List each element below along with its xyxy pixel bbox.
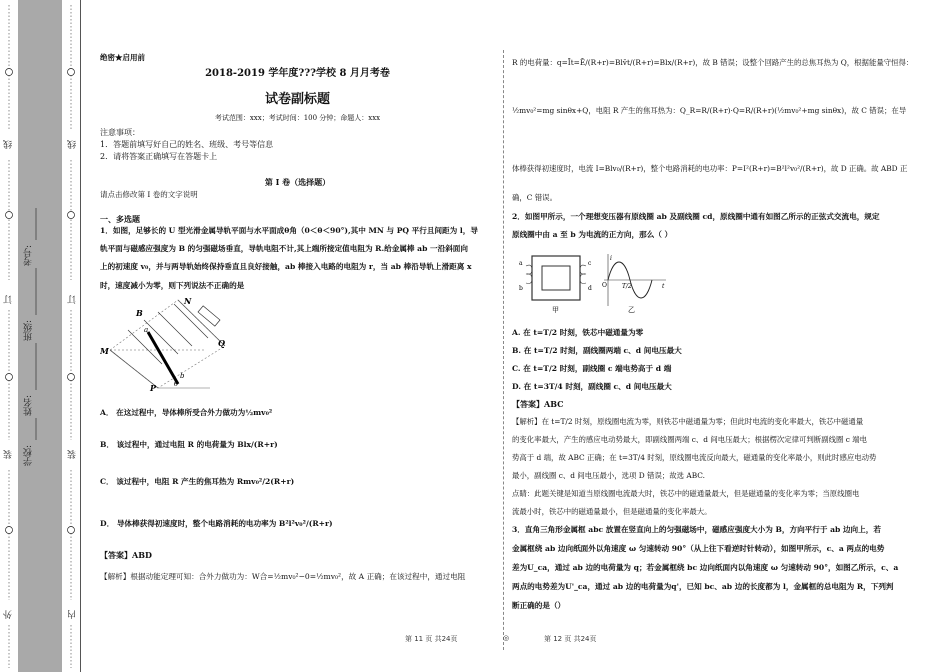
fig-label-b-end: b	[180, 372, 185, 380]
left-page	[100, 0, 495, 672]
q2-option-b: B. 在 t=T/2 时刻，副线圈两端 c、d 间电压最大	[512, 346, 682, 355]
fig-label-o: O	[602, 282, 607, 289]
q1-analysis-cont: 体棒获得初速度时，电流 I=Blv₀/(R+r)，整个电路消耗的电功率：P=I²(R+r)=B²l²v₀²/(R+r)，故 D 正确。故 ABD 正	[512, 164, 908, 173]
q2-option-a: A. 在 t=T/2 时刻，铁芯中磁通量为零	[512, 328, 644, 337]
inner-label-xian: 线	[68, 140, 78, 149]
q3-stem-line: 金属框绕 ab 边向纸面外以角速度 ω 匀速转动 90°（从上往下看逆时针转动），如图甲所示，c、a 两点的电势	[512, 544, 885, 553]
q3-stem-line: 3．直角三角形金属框 abc 放置在竖直向上的匀强磁场中，磁感应强度大小为 B，方向平行于 ab 边向上，若	[512, 525, 881, 534]
q1-option-b: B． 该过程中，通过电阻 R 的电荷量为 Blx/(R+r)	[100, 440, 278, 449]
q1-stem-line: 轨平面与磁感应强度为 B 的匀强磁场垂直，导轨电阻不计,其上端所接定值电阻为 R.给金属棒 ab 一沿斜面向	[100, 244, 468, 253]
field-class: 班级:	[24, 320, 34, 342]
fig-label-b: b	[519, 285, 523, 292]
fig-label-t: t	[662, 283, 665, 290]
q1-incline-figure	[100, 298, 230, 396]
exam-title: 2018-2019 学年度???学校 8 月月考卷	[205, 68, 390, 79]
page-number-right: 第 12 页 共24页	[544, 635, 597, 643]
q3-stem-line: 差为U_ca，通过 ab 边的电荷量为 q；若金属框绕 bc 边向纸面内以角速度 ω 匀速转动 90°，如图乙所示，c、a	[512, 563, 899, 572]
fig-label-yi: 乙	[628, 306, 635, 314]
field-school: 学校:	[24, 445, 34, 467]
fig-label-a-end: a	[144, 326, 149, 334]
binding-strip-line	[80, 0, 81, 672]
notes-item: 2．请将答案正确填写在答题卡上	[100, 152, 218, 161]
fig-label-n: N	[184, 298, 192, 306]
fig-label-i: i	[610, 255, 612, 262]
q1-option-d: D． 导体棒获得初速度时，整个电路消耗的电功率为 B²l²v₀²/(R+r)	[100, 519, 333, 528]
q1-analysis-cont: 确，C 错误。	[512, 193, 557, 202]
q2-analysis-line: 流最小时，铁芯中的磁通量最小，但是磁通量的变化率最大。	[512, 507, 712, 516]
inner-label-nei: 内	[68, 610, 78, 619]
fig-label-t-half: T/2	[622, 283, 632, 290]
column-divider	[503, 50, 504, 650]
secret-label: 绝密★启用前	[100, 53, 145, 62]
q2-analysis-line: 的变化率最大，产生的感应电动势最大，即副线圈两端 c、d 间电压最大；根据楞次定律可判断副线圈 c 端电	[512, 435, 867, 444]
outer-label-xian: 线	[4, 140, 14, 149]
q2-option-c: C. 在 t=T/2 时刻，副线圈 c 端电势高于 d 端	[512, 364, 672, 373]
exam-subtitle: 试卷副标题	[264, 92, 330, 107]
fig-label-c: c	[588, 260, 592, 267]
q1-stem-line: 时，速度减小为零，则下列说法不正确的是	[100, 281, 245, 290]
exam-meta: 考试范围：xxx；考试时间：100 分钟；命题人：xxx	[214, 114, 381, 122]
outer-label-ding: 订	[4, 295, 14, 304]
right-page	[512, 0, 912, 672]
q1-analysis-cont: ½mv₀²=mg sinθx+Q，电阻 R 产生的焦耳热为：Q_R=R/(R+r)·Q=R/(R+r)(½mv₀²+mg sinθx)，故 C 错误；在导	[512, 106, 907, 115]
q2-option-d: D. 在 t=3T/4 时刻，副线圈 c、d 间电压最大	[512, 382, 672, 391]
section-title: 一、多选题	[100, 214, 140, 224]
q2-analysis-line: 点睛：此题关键是知道当原线圈电流最大时，铁芯中的磁通量最大，但是磁通量的变化率为零；当原线圈电	[512, 489, 860, 498]
q2-analysis-line: 势高于 d 端，故 ABC 正确；在 t=3T/4 时刻，原线圈电流反向最大，磁通量的变化率最小，则此时感应电动势	[512, 453, 877, 462]
fig-label-b-field: B	[136, 308, 143, 318]
notes-heading: 注意事项：	[100, 128, 140, 137]
q2-answer: 【答案】ABC	[512, 399, 564, 409]
fig-label-q: Q	[218, 338, 225, 348]
q1-option-a: A． 在这过程中，导体棒所受合外力做功为½mv₀²	[100, 408, 273, 417]
fig-label-p: P	[150, 383, 157, 393]
outer-label-wai: 外	[4, 610, 14, 619]
q1-stem-line: 上的初速度 v₀，并与两导轨始终保持垂直且良好接触，ab 棒接入电路的电阻为 r，当 ab 棒沿导轨上滑距离 x	[100, 262, 472, 271]
q2-stem-line: 原线圈中由 a 至 b 为电流的正方向，那么（ ）	[512, 230, 673, 239]
fig-label-m: M	[100, 346, 109, 356]
q1-analysis-cont: R 的电荷量：q=Īt=Ē/(R+r)=Blv̄t/(R+r)=Blx/(R+r)，故 B 错误；设整个回路产生的总焦耳热为 Q，根据能量守恒得：	[512, 58, 914, 67]
q1-option-c: C． 该过程中，电阻 R 产生的焦耳热为 Rmv₀²/2(R+r)	[100, 477, 295, 486]
notes-item: 1．答题前填写好自己的姓名、班级、考号等信息	[100, 140, 274, 149]
footer-separator: ◎	[503, 634, 510, 642]
inner-label-zhuang: 装	[68, 450, 78, 459]
field-exam-number: 考号:	[24, 245, 34, 267]
fig-label-a: a	[519, 260, 523, 267]
q2-stem-line: 2．如图甲所示，一个理想变压器有原线圈 ab 及副线圈 cd，原线圈中通有如图乙所示的正弦式交流电，规定	[512, 212, 880, 221]
field-name: 姓名:	[24, 395, 34, 417]
q1-analysis: 【解析】根据动能定理可知：合外力做功为：W合=½mv₀²−0=½mv₀²，故 A 正确；在该过程中，通过电阻	[100, 572, 466, 581]
part1-title: 第 I 卷（选择题）	[264, 177, 331, 187]
q1-stem-line: 1．如图，足够长的 U 型光滑金属导轨平面与水平面成θ角（0＜θ＜90°),其中 MN 与 PQ 平行且间距为 l，导	[100, 226, 478, 235]
q2-transformer-figure	[516, 252, 676, 314]
page-number-left: 第 11 页 共24页	[405, 635, 458, 643]
q2-analysis-line: 【解析】在 t=T/2 时刻，原线圈电流为零，则铁芯中磁通量为零；但此时电流的变化率最大，铁芯中磁通量	[512, 417, 864, 426]
q3-stem-line: 断正确的是（）	[512, 601, 566, 610]
outer-label-zhuang: 装	[4, 450, 14, 459]
part1-desc: 请点击修改第 I 卷的文字说明	[100, 190, 198, 199]
fig-label-jia: 甲	[552, 306, 559, 314]
q1-answer: 【答案】ABD	[100, 550, 152, 560]
q2-analysis-line: 最小，副线圈 c、d 间电压最小，选项 D 错误；故选 ABC.	[512, 471, 706, 480]
fig-label-d: d	[588, 285, 592, 292]
inner-label-ding: 订	[68, 295, 78, 304]
q3-stem-line: 两点的电势差为U'_ca，通过 ab 边的电荷量为q'，已知 bc、ab 边的长度都为 l，金属框的总电阻为 R，下列判	[512, 582, 894, 591]
fig-label-theta: θ	[174, 380, 179, 388]
